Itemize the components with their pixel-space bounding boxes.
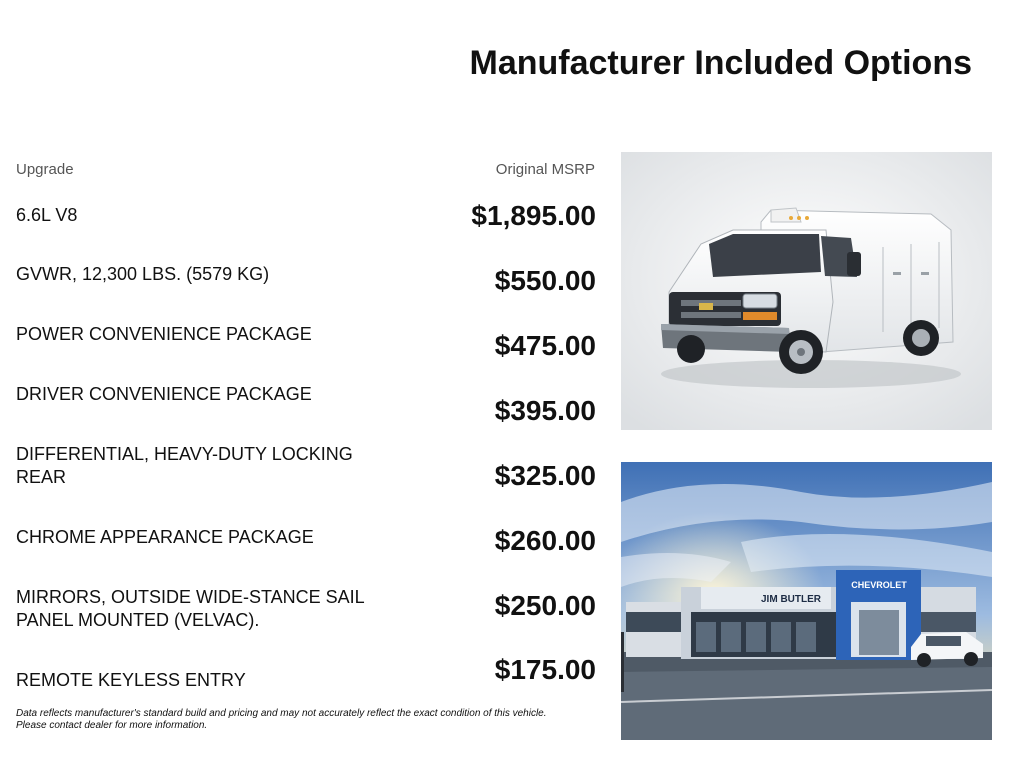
disclaimer-line: Data reflects manufacturer's standard build and pricing and may not accurately reflect the exact condition of this vehicle. <box>16 708 547 719</box>
option-row <box>16 586 596 651</box>
disclaimer <box>16 708 606 732</box>
option-price: $175.00 <box>494 654 596 685</box>
disclaimer-line: Please contact dealer for more information. <box>16 720 208 731</box>
option-name: MIRRORS, OUTSIDE WIDE-STANCE SAIL PANEL MOUNTED (VELVAC). <box>16 587 365 630</box>
option-name: GVWR, 12,300 LBS. (5579 KG) <box>16 264 270 284</box>
option-price: $550.00 <box>494 265 596 296</box>
truck-photo <box>621 152 992 430</box>
option-name: REMOTE KEYLESS ENTRY <box>16 670 246 690</box>
option-price: $250.00 <box>494 590 596 621</box>
option-row <box>16 383 596 448</box>
upgrade-column-header: Upgrade <box>16 161 74 178</box>
option-row <box>16 263 596 328</box>
option-name: POWER CONVENIENCE PACKAGE <box>16 324 312 344</box>
option-price: $325.00 <box>494 460 596 491</box>
option-name: CHROME APPEARANCE PACKAGE <box>16 527 314 547</box>
option-row <box>16 443 596 508</box>
option-name: DRIVER CONVENIENCE PACKAGE <box>16 384 312 404</box>
option-price: $395.00 <box>494 395 596 426</box>
option-name: 6.6L V8 <box>16 205 78 225</box>
dealership-photo <box>621 462 992 740</box>
option-name: DIFFERENTIAL, HEAVY-DUTY LOCKING REAR <box>16 444 353 487</box>
dealer-name-sign: JIM BUTLER <box>761 594 821 605</box>
option-row <box>16 200 596 265</box>
msrp-column-header: Original MSRP <box>495 161 595 178</box>
brand-sign: CHEVROLET <box>851 580 907 590</box>
option-price: $475.00 <box>494 330 596 361</box>
page-title: Manufacturer Included Options <box>469 44 972 82</box>
option-row <box>16 323 596 388</box>
option-price: $1,895.00 <box>471 200 596 231</box>
option-row <box>16 526 596 591</box>
option-price: $260.00 <box>494 525 596 556</box>
